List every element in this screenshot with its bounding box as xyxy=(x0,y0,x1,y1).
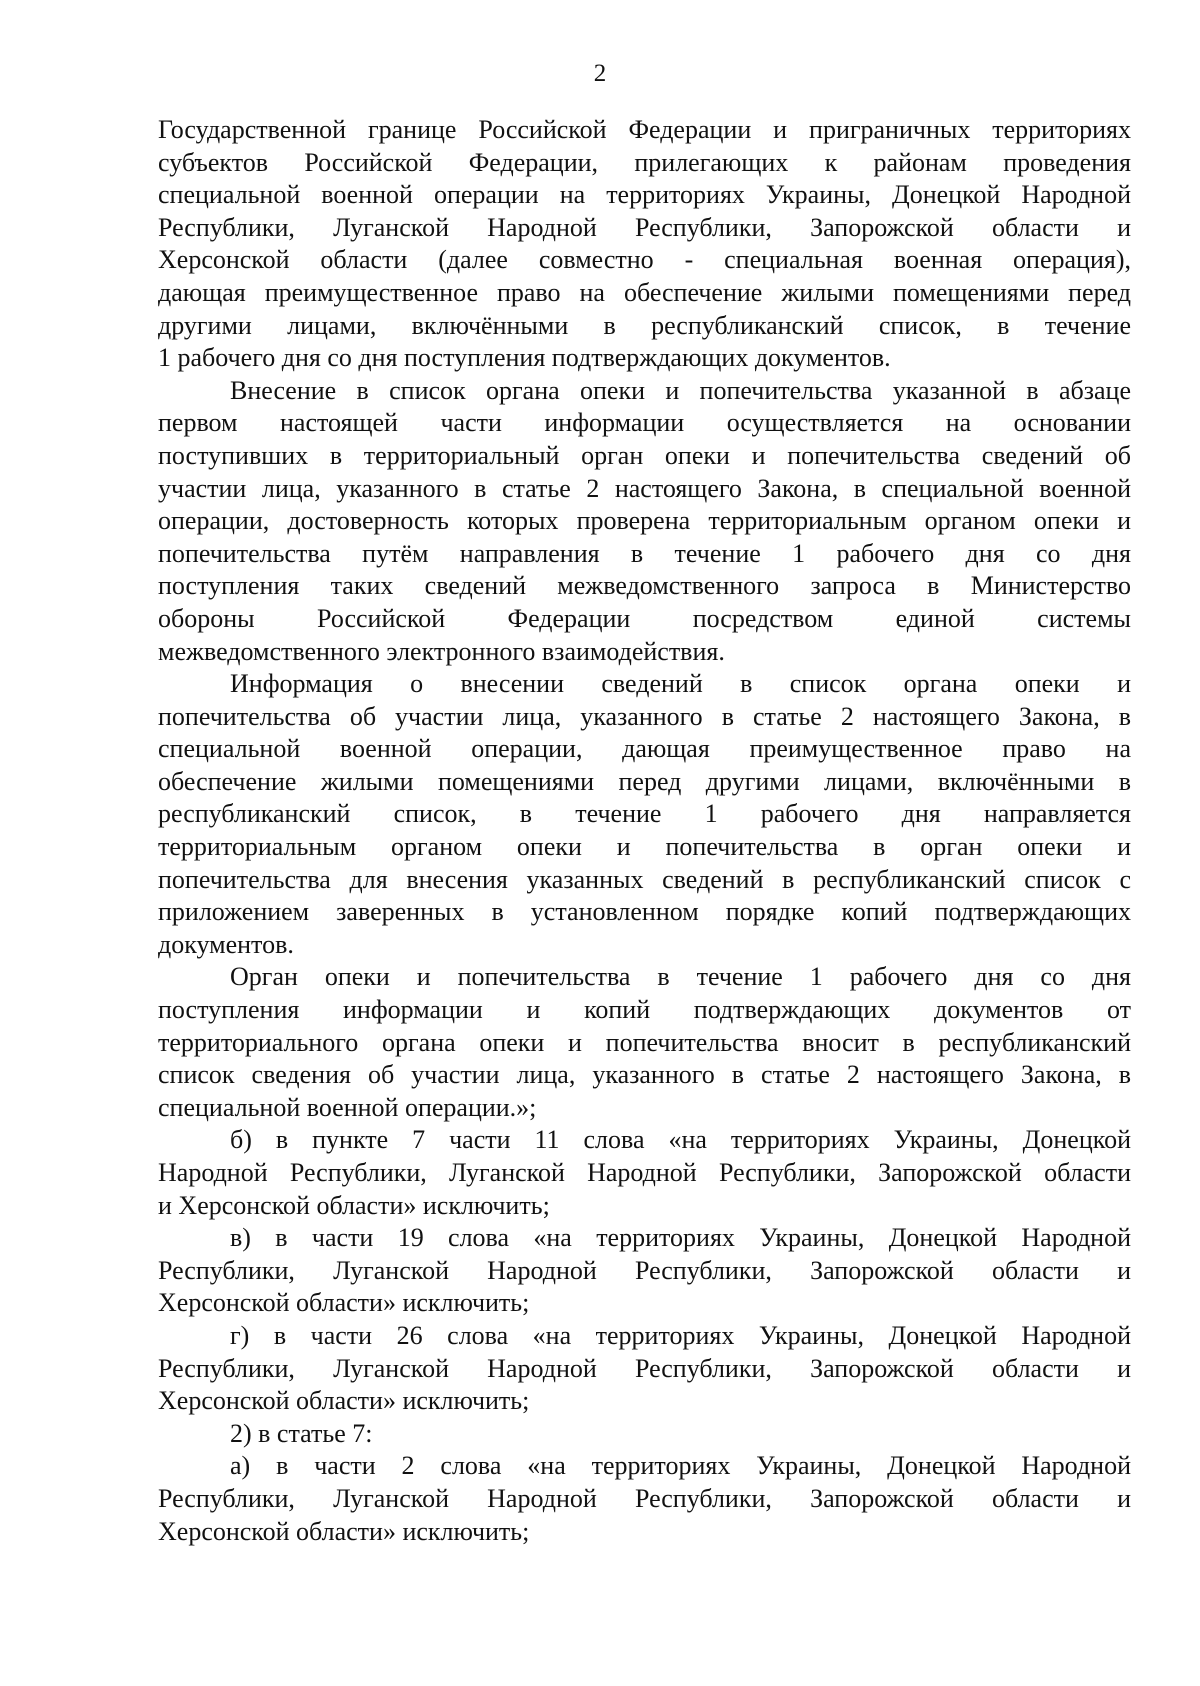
text-line: Народной Республики, Луганской Народной Республики, Запорожской области xyxy=(158,1158,1131,1187)
text-line: и Херсонской области» исключить; xyxy=(158,1190,550,1220)
paragraph xyxy=(158,1450,1131,1548)
paragraph xyxy=(158,375,1131,668)
text-line: межведомственного электронного взаимодействия. xyxy=(158,636,725,666)
paragraph xyxy=(158,1320,1131,1418)
text-line: б) в пункте 7 части 11 слова «на территориях Украины, Донецкой xyxy=(230,1125,1131,1155)
text-line: попечительства об участии лица, указанного в статье 2 настоящего Закона, в xyxy=(158,701,1131,731)
document-body xyxy=(158,114,1131,1548)
text-line: 2) в статье 7: xyxy=(230,1418,373,1448)
text-line: Херсонской области» исключить; xyxy=(158,1386,530,1416)
text-line: Республики, Луганской Народной Республики, Запорожской области и xyxy=(158,1353,1131,1383)
text-line: обороны Российской Федерации посредством единой системы xyxy=(158,603,1131,633)
paragraph xyxy=(158,1124,1131,1222)
text-line: Информация о внесении сведений в список органа опеки и xyxy=(230,669,1131,699)
text-line: поступления информации и копий подтверждающих документов от xyxy=(158,995,1131,1025)
text-line: г) в части 26 слова «на территориях Украины, Донецкой Народной xyxy=(230,1320,1131,1350)
paragraph xyxy=(158,668,1131,961)
text-line: дающая преимущественное право на обеспечение жилыми помещениями перед xyxy=(158,277,1131,307)
text-line: в) в части 19 слова «на территориях Украины, Донецкой Народной xyxy=(230,1223,1131,1253)
text-line: Республики, Луганской Народной Республики, Запорожской области и xyxy=(158,212,1131,242)
paragraph xyxy=(158,961,1131,1124)
page-number: 2 xyxy=(593,60,607,87)
text-line: 1 рабочего дня со дня поступления подтверждающих документов. xyxy=(158,343,891,373)
text-line: Республики, Луганской Народной Республики, Запорожской области и xyxy=(158,1483,1131,1513)
text-line: первом настоящей части информации осуществляется на основании xyxy=(158,408,1131,438)
paragraph xyxy=(158,1222,1131,1320)
text-line: список сведения об участии лица, указанного в статье 2 настоящего Закона, в xyxy=(158,1060,1131,1090)
text-line: поступления таких сведений межведомственного запроса в Министерство xyxy=(158,571,1131,601)
text-line: приложением заверенных в установленном порядке копий подтверждающих xyxy=(158,897,1131,927)
text-line: попечительства для внесения указанных сведений в республиканский список с xyxy=(158,864,1131,894)
paragraph xyxy=(158,1418,1131,1451)
text-line: документов. xyxy=(158,929,294,959)
text-line: республиканский список, в течение 1 рабочего дня направляется xyxy=(158,799,1131,829)
text-line: субъектов Российской Федерации, прилегающих к районам проведения xyxy=(158,147,1131,177)
text-line: территориального органа опеки и попечительства вносит в республиканский xyxy=(158,1027,1131,1057)
text-line: поступивших в территориальный орган опеки и попечительства сведений об xyxy=(158,440,1131,470)
text-line: Внесение в список органа опеки и попечительства указанной в абзаце xyxy=(230,375,1131,405)
text-line: Херсонской области» исключить; xyxy=(158,1288,530,1318)
text-line: Херсонской области» исключить; xyxy=(158,1516,530,1546)
paragraph xyxy=(158,114,1131,375)
text-line: участии лица, указанного в статье 2 настоящего Закона, в специальной военной xyxy=(158,473,1131,503)
text-line: а) в части 2 слова «на территориях Украины, Донецкой Народной xyxy=(230,1451,1131,1481)
text-line: территориальным органом опеки и попечительства в орган опеки и xyxy=(158,832,1131,862)
text-line: Государственной границе Российской Федерации и приграничных территориях xyxy=(158,115,1131,144)
text-line: обеспечение жилыми помещениями перед другими лицами, включёнными в xyxy=(158,766,1131,796)
text-line: специальной военной операции, дающая преимущественное право на xyxy=(158,734,1131,764)
text-line: специальной военной операции.»; xyxy=(158,1092,537,1122)
text-line: Орган опеки и попечительства в течение 1 рабочего дня со дня xyxy=(230,962,1131,992)
text-line: другими лицами, включёнными в республиканский список, в течение xyxy=(158,310,1131,340)
text-line: попечительства путём направления в течение 1 рабочего дня со дня xyxy=(158,538,1131,568)
text-line: операции, достоверность которых проверена территориальным органом опеки и xyxy=(158,506,1131,536)
text-line: Республики, Луганской Народной Республики, Запорожской области и xyxy=(158,1255,1131,1285)
text-line: специальной военной операции на территориях Украины, Донецкой Народной xyxy=(158,180,1131,210)
text-line: Херсонской области (далее совместно - специальная военная операция), xyxy=(158,245,1131,275)
